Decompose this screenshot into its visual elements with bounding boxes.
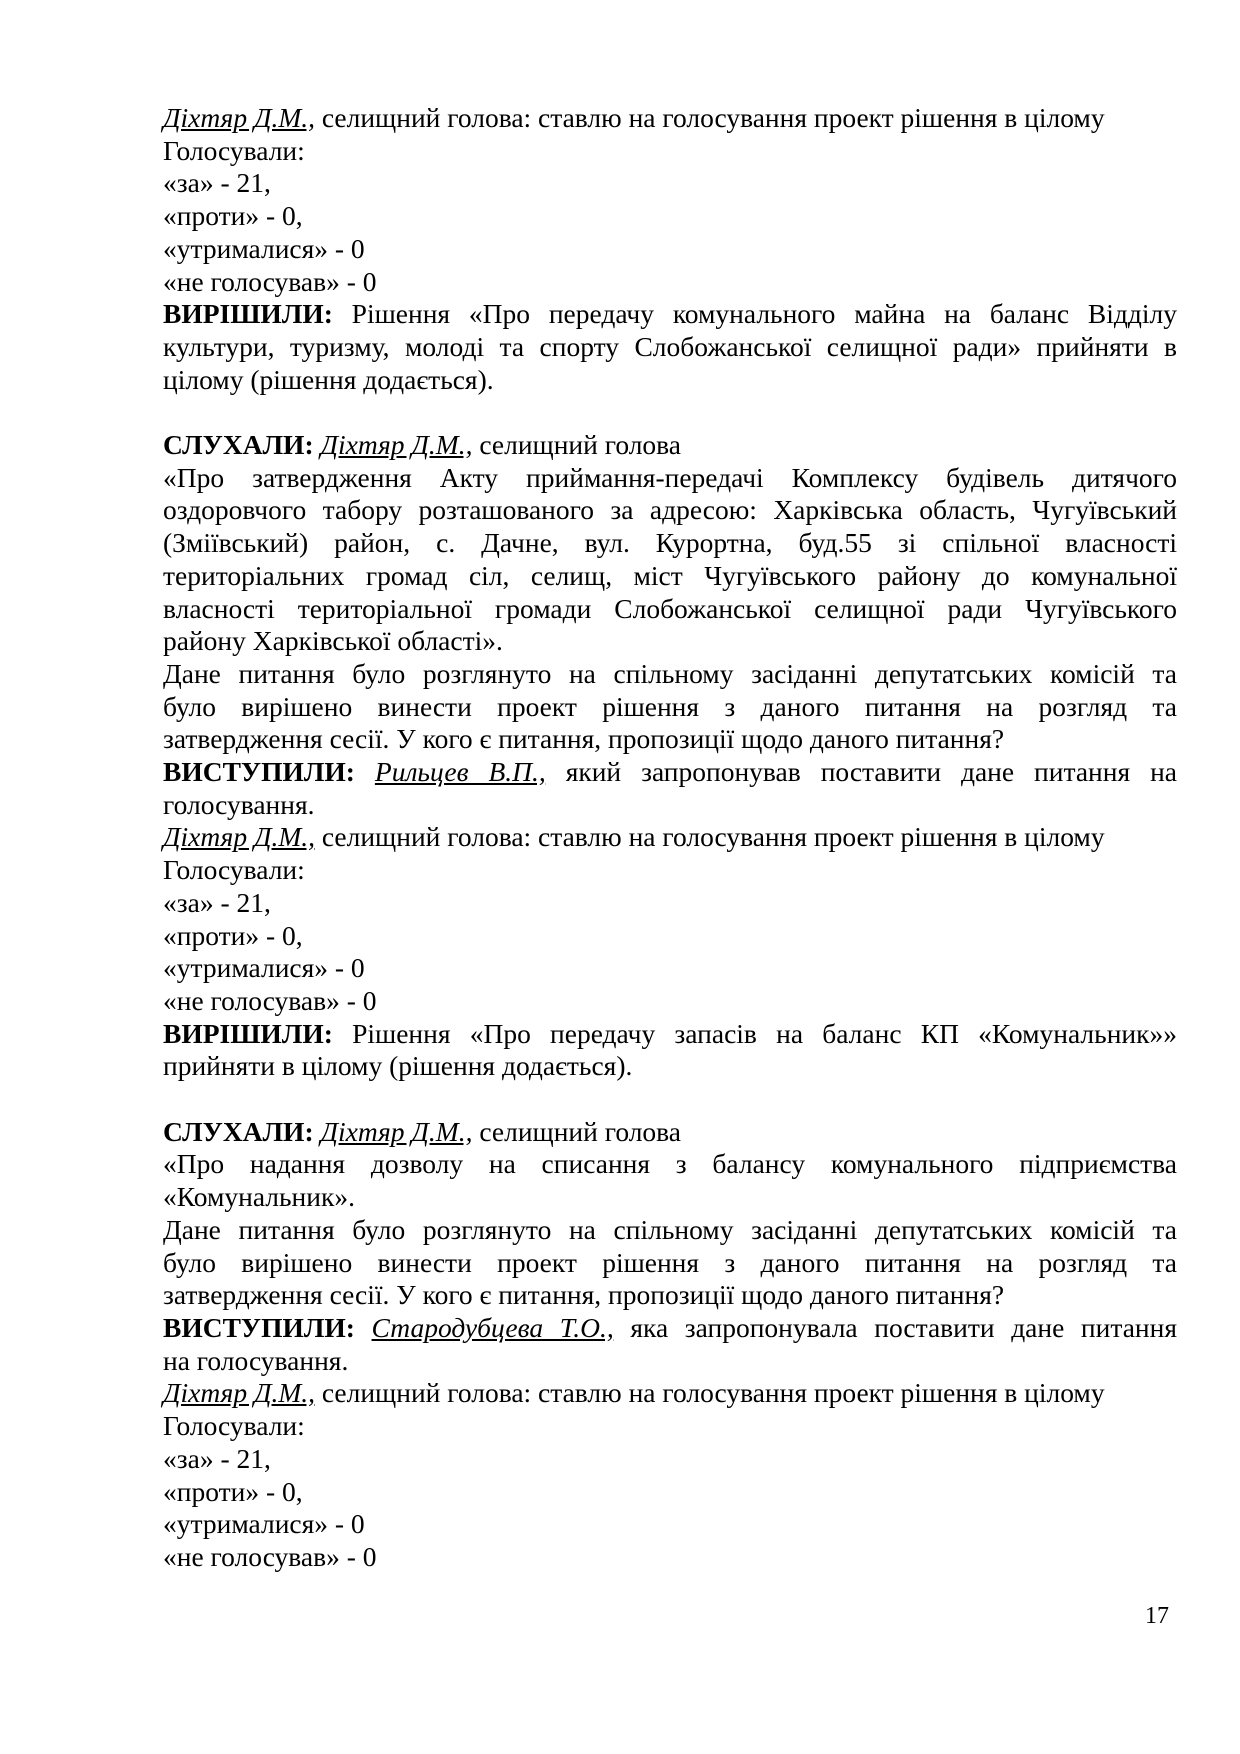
topic-line: «Про затвердження Акту приймання-передачі Комплексу будівель дитячого (163, 461, 1177, 493)
vote-against: «проти» - 0, (163, 1475, 303, 1507)
vote-header: Голосували: (163, 1410, 305, 1442)
heard-line: СЛУХАЛИ: Діхтяр Д.М., селищний голова (163, 1115, 682, 1147)
vote-header: Голосували: (163, 854, 305, 886)
heard-label: СЛУХАЛИ: (163, 429, 314, 461)
page-number: 17 (1145, 1603, 1169, 1629)
decided-label: ВИРІШИЛИ: (163, 298, 333, 330)
discussion-line: Дане питання було розглянуто на спільному засіданні депутатських комісій та (163, 657, 1177, 689)
discussion-line: Дане питання було розглянуто на спільному засіданні депутатських комісій та (163, 1213, 1177, 1245)
vote-not-voted: «не голосував» - 0 (163, 265, 377, 297)
vote-abstained: «утрималися» - 0 (163, 232, 365, 264)
vote-abstained: «утрималися» - 0 (163, 1508, 365, 1540)
spoke-label: ВИСТУПИЛИ: (163, 756, 355, 788)
vote-against: «проти» - 0, (163, 200, 303, 232)
chair-statement: Діхтяр Д.М., селищний голова: ставлю на голосування проект рішення в цілому (163, 1377, 1105, 1409)
speaker-name: Діхтяр Д.М., (163, 821, 315, 853)
speaker-name: Діхтяр Д.М., (320, 429, 473, 461)
speaker-name: Рильцев В.П., (374, 756, 546, 788)
topic-line: територіальних громад сіл, селищ, міст Чугуївського району до комунальної (163, 559, 1177, 591)
vote-not-voted: «не голосував» - 0 (163, 1540, 377, 1572)
spoke-line: голосування. (163, 788, 315, 820)
heard-label: СЛУХАЛИ: (163, 1115, 314, 1147)
discussion-line: було вирішено винести проект рішення з даного питання на розгляд та (163, 1246, 1177, 1278)
topic-line: «Про надання дозволу на списання з балансу комунального підприємства (163, 1148, 1177, 1180)
section-gap (163, 396, 1177, 429)
vote-abstained: «утрималися» - 0 (163, 952, 365, 984)
spoke-line: ВИСТУПИЛИ: Рильцев В.П., який запропонував поставити дане питання на (163, 756, 1177, 788)
decision-line: ВИРІШИЛИ: Рішення «Про передачу комунального майна на баланс Відділу (163, 298, 1177, 330)
spoke-label: ВИСТУПИЛИ: (163, 1311, 355, 1343)
decided-label: ВИРІШИЛИ: (163, 1017, 333, 1049)
speaker-name: Діхтяр Д.М., (163, 102, 315, 133)
document-body (163, 102, 1177, 1574)
speaker-name: Стародубцева Т.О., (371, 1311, 614, 1343)
decision-line: цілому (рішення додається). (163, 363, 494, 395)
chair-statement: Діхтяр Д.М., селищний голова: ставлю на голосування проект рішення в цілому (163, 102, 1105, 133)
vote-for: «за» - 21, (163, 886, 271, 918)
vote-header: Голосували: (163, 134, 305, 166)
discussion-line: затвердження сесії. У кого є питання, пропозиції щодо даного питання? (163, 723, 1005, 755)
speaker-name: Діхтяр Д.М., (163, 1377, 315, 1409)
discussion-line: затвердження сесії. У кого є питання, пропозиції щодо даного питання? (163, 1279, 1005, 1311)
spoke-line: на голосування. (163, 1344, 349, 1376)
vote-for: «за» - 21, (163, 1442, 271, 1474)
topic-line: (Зміївський) район, с. Дачне, вул. Курортна, буд.55 зі спільної власності (163, 527, 1177, 559)
spoke-line: ВИСТУПИЛИ: Стародубцева Т.О., яка запропонувала поставити дане питання (163, 1311, 1177, 1343)
discussion-line: було вирішено винести проект рішення з даного питання на розгляд та (163, 690, 1177, 722)
vote-against: «проти» - 0, (163, 919, 303, 951)
heard-line: СЛУХАЛИ: Діхтяр Д.М., селищний голова (163, 429, 682, 461)
vote-for: «за» - 21, (163, 167, 271, 199)
decision-line: ВИРІШИЛИ: Рішення «Про передачу запасів на баланс КП «Комунальник»» (163, 1017, 1177, 1049)
vote-not-voted: «не голосував» - 0 (163, 984, 377, 1016)
chair-statement: Діхтяр Д.М., селищний голова: ставлю на голосування проект рішення в цілому (163, 821, 1105, 853)
speaker-name: Діхтяр Д.М., (320, 1115, 473, 1147)
section-gap (163, 1083, 1177, 1116)
topic-line: району Харківської області». (163, 625, 503, 657)
topic-line: оздоровчого табору розташованого за адресою: Харківська область, Чугуївський (163, 494, 1177, 526)
decision-line: культури, туризму, молоді та спорту Слобожанської селищної ради» прийняти в (163, 330, 1177, 362)
topic-line: власності територіальної громади Слобожанської селищної ради Чугуївського (163, 592, 1177, 624)
topic-line: «Комунальник». (163, 1181, 355, 1213)
decision-line: прийняти в цілому (рішення додається). (163, 1050, 633, 1082)
